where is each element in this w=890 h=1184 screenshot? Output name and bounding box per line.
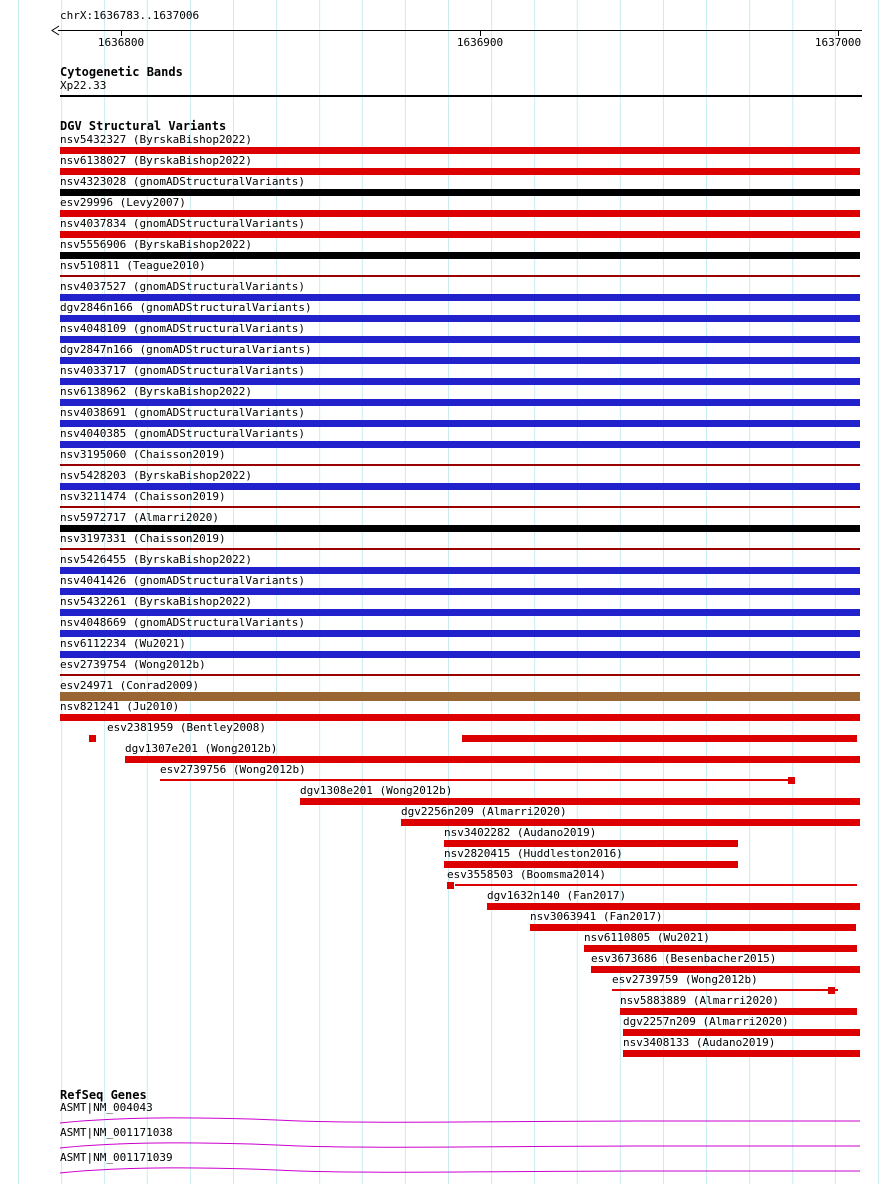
variant-label[interactable]: nsv4033717 (gnomADStructuralVariants) [60,364,306,377]
variant-bar[interactable] [447,882,454,889]
variant-label[interactable]: nsv5432261 (ByrskaBishop2022) [60,595,253,608]
variant-row [0,953,890,974]
variant-bar[interactable] [60,483,860,490]
variant-bar[interactable] [591,966,860,973]
variant-row [0,638,890,659]
variant-row [0,554,890,575]
variant-bar[interactable] [444,840,738,847]
variant-label[interactable]: dgv2257n209 (Almarri2020) [623,1015,789,1028]
variant-row [0,365,890,386]
gene-structure-curve[interactable] [59,1139,861,1151]
variant-bar[interactable] [125,756,860,763]
variant-bar[interactable] [60,399,860,406]
variant-bar[interactable] [401,819,860,826]
variant-bar[interactable] [60,714,860,721]
variant-row [0,155,890,176]
variant-row [0,176,890,197]
variant-bar[interactable] [60,609,860,616]
variant-label[interactable]: nsv5432327 (ByrskaBishop2022) [60,133,253,146]
variant-bar[interactable] [60,357,860,364]
variant-row [0,407,890,428]
variant-label[interactable]: esv2739756 (Wong2012b) [160,763,306,776]
variant-bar[interactable] [828,987,835,994]
variant-row [0,785,890,806]
variant-label[interactable]: esv2381959 (Bentley2008) [107,721,266,734]
variant-label[interactable]: esv2739754 (Wong2012b) [60,658,206,671]
variant-row [0,197,890,218]
variant-label[interactable]: esv3673686 (Besenbacher2015) [591,952,777,965]
variant-row [0,974,890,995]
variant-row [0,680,890,701]
variant-row [0,281,890,302]
variant-row [0,134,890,155]
variant-label[interactable]: nsv4048109 (gnomADStructuralVariants) [60,322,306,335]
variant-label[interactable]: nsv821241 (Ju2010) [60,700,180,713]
cytoband-bar[interactable] [60,95,862,97]
variant-label[interactable]: dgv2256n209 (Almarri2020) [401,805,567,818]
variant-bar[interactable] [60,210,860,217]
variant-row [0,827,890,848]
section-title-refseq-genes: RefSeq Genes [60,1088,147,1102]
variant-bar[interactable] [60,692,860,701]
gene-row [0,1127,890,1152]
variant-row [0,869,890,890]
variant-row [0,890,890,911]
variant-bar[interactable] [60,464,860,466]
variant-row [0,344,890,365]
variant-label[interactable]: nsv3195060 (Chaisson2019) [60,448,226,461]
variant-row [0,995,890,1016]
variant-label[interactable]: nsv6138027 (ByrskaBishop2022) [60,154,253,167]
variant-bar[interactable] [60,252,860,259]
variant-label[interactable]: nsv5883889 (Almarri2020) [620,994,779,1007]
variant-label[interactable]: dgv1632n140 (Fan2017) [487,889,627,902]
ruler-tick-label: 1636800 [97,36,145,49]
variant-row [0,911,890,932]
variant-bar[interactable] [60,506,860,508]
variant-label[interactable]: nsv3402282 (Audano2019) [444,826,597,839]
variant-row [0,596,890,617]
variant-bar[interactable] [60,548,860,550]
variant-label[interactable]: nsv4037834 (gnomADStructuralVariants) [60,217,306,230]
variant-label[interactable]: nsv3063941 (Fan2017) [530,910,663,923]
variant-label[interactable]: nsv6112234 (Wu2021) [60,637,186,650]
variant-bar[interactable] [487,903,860,910]
variant-label[interactable]: nsv4037527 (gnomADStructuralVariants) [60,280,306,293]
variant-row [0,491,890,512]
variant-row [0,701,890,722]
variant-row [0,449,890,470]
variant-label[interactable]: nsv510811 (Teague2010) [60,259,206,272]
variant-row [0,533,890,554]
variant-bar[interactable] [160,779,795,781]
variant-label[interactable]: nsv3211474 (Chaisson2019) [60,490,226,503]
variant-label[interactable]: nsv3197331 (Chaisson2019) [60,532,226,545]
variant-row [0,323,890,344]
region-title: chrX:1636783..1637006 [60,9,200,22]
cytoband-label: Xp22.33 [60,79,107,92]
ruler-tick-label: 1637000 [814,36,862,49]
variant-row [0,218,890,239]
variant-row [0,617,890,638]
variant-bar[interactable] [60,275,860,277]
variant-label[interactable]: nsv5972717 (Almarri2020) [60,511,219,524]
variant-bar[interactable] [60,378,860,385]
variant-bar[interactable] [60,630,860,637]
variant-row [0,932,890,953]
gene-label[interactable]: ASMT|NM_001171038 [60,1126,173,1139]
variant-row [0,848,890,869]
variant-row [0,743,890,764]
variant-bar[interactable] [612,989,838,991]
variant-bar[interactable] [530,924,856,931]
gene-row [0,1152,890,1177]
variant-row [0,302,890,323]
dgv-variants-track [0,134,890,1060]
variant-bar[interactable] [60,567,860,574]
variant-label[interactable]: nsv6138962 (ByrskaBishop2022) [60,385,253,398]
variant-row [0,764,890,785]
variant-bar[interactable] [623,1029,860,1036]
variant-row [0,512,890,533]
variant-bar[interactable] [60,420,860,427]
variant-row [0,806,890,827]
variant-bar[interactable] [620,1008,857,1015]
variant-row [0,260,890,281]
variant-bar[interactable] [60,231,860,238]
variant-label[interactable]: nsv4038691 (gnomADStructuralVariants) [60,406,306,419]
variant-bar[interactable] [60,147,860,154]
variant-label[interactable]: nsv2820415 (Huddleston2016) [444,847,623,860]
variant-bar[interactable] [60,294,860,301]
variant-bar[interactable] [60,336,860,343]
variant-bar[interactable] [89,735,96,742]
variant-row [0,722,890,743]
section-title-dgv-structural-variants: DGV Structural Variants [60,119,227,133]
gene-structure-curve[interactable] [59,1114,861,1126]
variant-label[interactable]: nsv5426455 (ByrskaBishop2022) [60,553,253,566]
variant-row [0,575,890,596]
variant-bar[interactable] [60,189,860,196]
variant-label[interactable]: dgv1308e201 (Wong2012b) [300,784,453,797]
variant-label[interactable]: dgv2846n166 (gnomADStructuralVariants) [60,301,312,314]
variant-bar[interactable] [462,735,857,742]
variant-row [0,239,890,260]
gene-label[interactable]: ASMT|NM_004043 [60,1101,153,1114]
variant-label[interactable]: nsv4048669 (gnomADStructuralVariants) [60,616,306,629]
variant-label[interactable]: dgv2847n166 (gnomADStructuralVariants) [60,343,312,356]
variant-label[interactable]: nsv4041426 (gnomADStructuralVariants) [60,574,306,587]
variant-label[interactable]: nsv4040385 (gnomADStructuralVariants) [60,427,306,440]
ruler-line [58,30,862,31]
variant-bar[interactable] [60,651,860,658]
variant-label[interactable]: nsv5428203 (ByrskaBishop2022) [60,469,253,482]
variant-row [0,470,890,491]
variant-label[interactable]: esv2739759 (Wong2012b) [612,973,758,986]
variant-label[interactable]: esv3558503 (Boomsma2014) [447,868,606,881]
variant-label[interactable]: nsv5556906 (ByrskaBishop2022) [60,238,253,251]
variant-bar[interactable] [60,525,860,532]
variant-row [0,1037,890,1058]
variant-bar[interactable] [788,777,795,784]
variant-row [0,1016,890,1037]
gene-label[interactable]: ASMT|NM_001171039 [60,1151,173,1164]
variant-row [0,659,890,680]
ruler-tick-label: 1636900 [456,36,504,49]
variant-row [0,428,890,449]
section-title-cytogenetic-bands: Cytogenetic Bands [60,65,183,79]
variant-label[interactable]: dgv1307e201 (Wong2012b) [125,742,278,755]
variant-label[interactable]: nsv3408133 (Audano2019) [623,1036,776,1049]
variant-bar[interactable] [300,798,860,805]
variant-label[interactable]: esv24971 (Conrad2009) [60,679,200,692]
gene-structure-curve[interactable] [59,1164,861,1176]
gene-row [0,1102,890,1127]
variant-label[interactable]: esv29996 (Levy2007) [60,196,186,209]
variant-row [0,386,890,407]
variant-bar[interactable] [60,441,860,448]
variant-bar[interactable] [60,674,860,676]
variant-bar[interactable] [455,884,857,886]
variant-label[interactable]: nsv6110805 (Wu2021) [584,931,710,944]
variant-bar[interactable] [444,861,738,868]
variant-label[interactable]: nsv4323028 (gnomADStructuralVariants) [60,175,306,188]
variant-bar[interactable] [623,1050,860,1057]
variant-bar[interactable] [60,588,860,595]
refseq-genes-track [0,1102,890,1182]
variant-bar[interactable] [60,315,860,322]
variant-bar[interactable] [584,945,857,952]
variant-bar[interactable] [60,168,860,175]
